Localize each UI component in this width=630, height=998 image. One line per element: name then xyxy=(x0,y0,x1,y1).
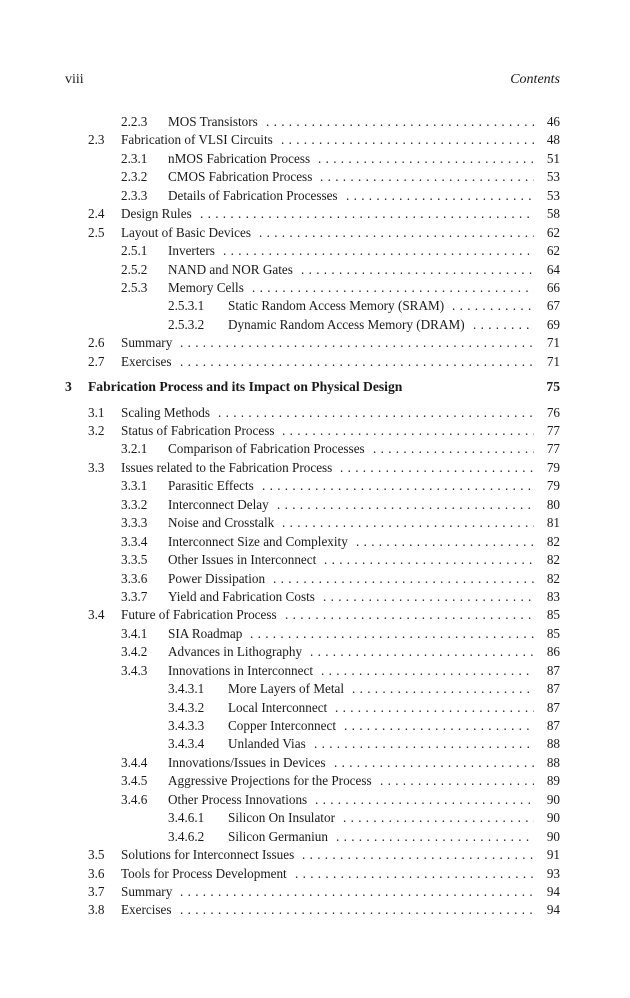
dot-leader xyxy=(315,791,534,809)
toc-entry-page: 91 xyxy=(546,847,560,863)
toc-entry[interactable] xyxy=(0,459,630,477)
toc-entry-title: Memory Cells xyxy=(168,279,244,295)
toc-entry-number: 3.4.3.4 xyxy=(168,736,205,752)
toc-entry-page: 87 xyxy=(546,699,560,715)
dot-leader xyxy=(295,865,534,883)
dot-leader xyxy=(334,754,534,772)
dot-leader xyxy=(344,717,534,735)
toc-entry-number: 3.7 xyxy=(88,883,105,899)
toc-entry[interactable] xyxy=(0,735,630,753)
toc-entry[interactable] xyxy=(0,477,630,495)
toc-entry-page: 75 xyxy=(546,379,560,395)
toc-entry-number: 2.2.3 xyxy=(121,114,148,129)
toc-entry-number: 3 xyxy=(65,379,72,395)
toc-entry-number: 3.4.3 xyxy=(121,662,148,678)
toc-entry-title: Details of Fabrication Processes xyxy=(168,187,338,203)
toc-entry[interactable] xyxy=(0,422,630,440)
toc-entry[interactable] xyxy=(0,113,630,131)
toc-entry-title: Tools for Process Development xyxy=(121,865,287,881)
toc-entry[interactable] xyxy=(0,643,630,661)
toc-entry-title: Layout of Basic Devices xyxy=(121,224,252,240)
dot-leader xyxy=(180,883,534,901)
dot-leader xyxy=(314,735,534,753)
toc-entry[interactable] xyxy=(0,242,630,260)
toc-entry-page: 77 xyxy=(546,423,560,438)
toc-entry-page: 89 xyxy=(546,773,560,789)
toc-entry-page: 67 xyxy=(546,298,560,314)
toc-entry-number: 2.5.3 xyxy=(121,279,148,295)
dot-leader xyxy=(346,187,534,205)
toc-entry[interactable] xyxy=(0,680,630,698)
toc-entry-page: 94 xyxy=(546,883,560,899)
toc-entry-page: 58 xyxy=(546,206,560,222)
toc-entry-title: Other Issues in Interconnect xyxy=(168,552,317,568)
dot-leader xyxy=(282,422,534,440)
toc-entry-page: 64 xyxy=(546,261,560,277)
toc-entry-title: Status of Fabrication Process xyxy=(121,423,275,438)
toc-entry-page: 82 xyxy=(546,552,560,568)
toc-entry-number: 2.5.2 xyxy=(121,261,148,277)
page-number-roman: viii xyxy=(65,72,84,87)
toc-entry-number: 3.3.7 xyxy=(121,588,148,604)
toc-entry[interactable] xyxy=(0,588,630,606)
toc-entry[interactable] xyxy=(0,717,630,735)
dot-leader xyxy=(473,316,534,334)
dot-leader xyxy=(250,625,534,643)
dot-leader xyxy=(266,113,534,131)
toc-entry-page: 46 xyxy=(546,114,560,129)
toc-entry-number: 3.5 xyxy=(88,847,105,863)
toc-entry[interactable] xyxy=(0,570,630,588)
toc-entry-number: 3.3.2 xyxy=(121,496,148,512)
toc-entry-page: 94 xyxy=(546,902,560,918)
toc-entry[interactable] xyxy=(0,316,630,334)
toc-entry-number: 3.6 xyxy=(88,865,105,881)
toc-entry-number: 3.2 xyxy=(88,423,105,438)
toc-entry-title: Static Random Access Memory (SRAM) xyxy=(228,298,445,314)
toc-entry-number: 2.5.3.2 xyxy=(168,316,205,332)
toc-entry-title: Inverters xyxy=(168,243,215,259)
dot-leader xyxy=(282,514,534,532)
toc-entry-title: Silicon Germaniun xyxy=(228,828,328,844)
toc-entry-title: Yield and Fabrication Costs xyxy=(168,588,315,604)
toc-entry[interactable] xyxy=(0,440,630,458)
toc-entry-title: Innovations in Interconnect xyxy=(168,662,314,678)
toc-entry-page: 93 xyxy=(546,865,560,881)
dot-leader xyxy=(218,404,534,422)
toc-entry-number: 2.5.3.1 xyxy=(168,298,205,314)
toc-entry-number: 2.3.3 xyxy=(121,187,148,203)
toc-entry[interactable] xyxy=(0,828,630,846)
toc-entry[interactable] xyxy=(0,353,630,371)
toc-entry-page: 53 xyxy=(546,169,560,185)
dot-leader xyxy=(324,551,534,569)
toc-entry-title: Unlanded Vias xyxy=(228,736,306,752)
toc-entry-page: 82 xyxy=(546,533,560,549)
toc-entry-number: 3.3.6 xyxy=(121,570,148,586)
toc-entry-page: 69 xyxy=(546,316,560,332)
toc-entry-number: 3.4 xyxy=(88,607,105,623)
toc-entry[interactable] xyxy=(0,662,630,680)
toc-entry-page: 79 xyxy=(546,459,560,475)
toc-entry-page: 51 xyxy=(546,150,560,166)
toc-entry-title: Other Process Innovations xyxy=(168,791,308,807)
toc-entry-page: 66 xyxy=(546,279,560,295)
toc-entry-title: Local Interconnect xyxy=(228,699,328,715)
toc-entry-number: 2.3.1 xyxy=(121,150,148,166)
toc-entry[interactable] xyxy=(0,297,630,315)
toc-chapter-entry[interactable] xyxy=(0,378,630,396)
toc-entry[interactable] xyxy=(0,187,630,205)
toc-entry-page: 62 xyxy=(546,243,560,259)
toc-entry-number: 3.2.1 xyxy=(121,441,148,457)
toc-entry[interactable] xyxy=(0,791,630,809)
toc-entry-number: 3.3.3 xyxy=(121,515,148,531)
toc-entry-title: Copper Interconnect xyxy=(228,718,337,733)
toc-entry-number: 2.5.1 xyxy=(121,243,148,259)
running-title: Contents xyxy=(510,72,560,87)
dot-leader xyxy=(200,205,534,223)
toc-entry-page: 87 xyxy=(546,718,560,733)
dot-leader xyxy=(180,334,534,352)
toc-entry-page: 71 xyxy=(546,353,560,369)
toc-entry-page: 48 xyxy=(546,132,560,148)
dot-leader xyxy=(252,279,534,297)
toc-entry-title: SIA Roadmap xyxy=(168,625,243,641)
toc-entry[interactable] xyxy=(0,809,630,827)
toc-entry-title: Interconnect Delay xyxy=(168,496,269,512)
toc-entry-number: 3.4.6.2 xyxy=(168,828,205,844)
toc-entry-page: 80 xyxy=(546,496,560,512)
toc-entry-page: 62 xyxy=(546,224,560,240)
toc-entry-number: 3.4.3.3 xyxy=(168,718,205,733)
toc-entry[interactable] xyxy=(0,754,630,772)
toc-entry-title: NAND and NOR Gates xyxy=(168,261,293,277)
toc-entry[interactable] xyxy=(0,514,630,532)
toc-entry-title: Power Dissipation xyxy=(168,570,266,586)
dot-leader xyxy=(262,477,534,495)
toc-entry-title: Aggressive Projections for the Process xyxy=(168,773,372,789)
dot-leader xyxy=(259,224,534,242)
toc-entry[interactable] xyxy=(0,150,630,168)
toc-entry-page: 76 xyxy=(546,404,560,420)
dot-leader xyxy=(343,809,534,827)
toc-entry-number: 3.4.6 xyxy=(121,791,148,807)
toc-entry[interactable] xyxy=(0,131,630,149)
dot-leader xyxy=(352,680,534,698)
toc-entry-page: 71 xyxy=(546,335,560,351)
table-of-contents xyxy=(0,113,630,920)
toc-entry-title: Advances in Lithography xyxy=(168,644,303,660)
toc-entry-title: nMOS Fabrication Process xyxy=(168,150,311,166)
dot-leader xyxy=(320,168,534,186)
toc-entry-page: 86 xyxy=(546,644,560,660)
dot-leader xyxy=(273,570,534,588)
toc-entry-title: Exercises xyxy=(121,902,172,918)
dot-leader xyxy=(323,588,534,606)
dot-leader xyxy=(281,131,534,149)
toc-entry-number: 2.7 xyxy=(88,353,105,369)
dot-leader xyxy=(180,353,534,371)
toc-entry-title: Innovations/Issues in Devices xyxy=(168,754,326,770)
toc-entry[interactable] xyxy=(0,625,630,643)
toc-entry-number: 3.4.5 xyxy=(121,773,148,789)
toc-entry-title: Future of Fabrication Process xyxy=(121,607,277,623)
toc-entry-number: 2.3.2 xyxy=(121,169,148,185)
toc-entry[interactable] xyxy=(0,865,630,883)
toc-entry-title: Solutions for Interconnect Issues xyxy=(121,847,295,863)
dot-leader xyxy=(356,533,534,551)
dot-leader xyxy=(380,772,534,790)
toc-entry-title: CMOS Fabrication Process xyxy=(168,169,313,185)
running-head xyxy=(65,72,560,90)
toc-entry-title: Interconnect Size and Complexity xyxy=(168,533,348,549)
toc-entry[interactable] xyxy=(0,551,630,569)
toc-entry-title: Scaling Methods xyxy=(121,404,211,420)
toc-entry-title: Dynamic Random Access Memory (DRAM) xyxy=(228,316,465,332)
toc-entry-number: 3.4.4 xyxy=(121,754,148,770)
toc-entry-title: Comparison of Fabrication Processes xyxy=(168,441,365,457)
toc-entry-title: Noise and Crosstalk xyxy=(168,515,275,531)
toc-entry-number: 3.4.3.1 xyxy=(168,681,205,697)
toc-entry-number: 3.4.6.1 xyxy=(168,810,205,826)
toc-entry[interactable] xyxy=(0,699,630,717)
dot-leader xyxy=(277,496,534,514)
toc-entry-page: 81 xyxy=(546,515,560,531)
toc-entry-page: 88 xyxy=(546,736,560,752)
toc-entry-number: 2.5 xyxy=(88,224,105,240)
toc-entry-page: 79 xyxy=(546,478,560,494)
toc-entry-number: 3.4.2 xyxy=(121,644,148,660)
toc-entry-page: 85 xyxy=(546,607,560,623)
dot-leader xyxy=(340,459,534,477)
toc-entry-page: 87 xyxy=(546,662,560,678)
toc-entry-page: 90 xyxy=(546,810,560,826)
toc-entry-title: Summary xyxy=(121,883,173,899)
toc-entry-page: 90 xyxy=(546,828,560,844)
dot-leader xyxy=(336,828,534,846)
toc-entry-page: 53 xyxy=(546,187,560,203)
dot-leader xyxy=(373,440,534,458)
toc-entry-number: 2.4 xyxy=(88,206,105,222)
toc-entry-number: 3.3.5 xyxy=(121,552,148,568)
toc-entry-page: 83 xyxy=(546,588,560,604)
toc-entry-title: Design Rules xyxy=(121,206,192,222)
toc-entry-title: Exercises xyxy=(121,353,172,369)
toc-entry-title: Issues related to the Fabrication Process xyxy=(121,459,333,475)
toc-entry[interactable] xyxy=(0,606,630,624)
toc-entry-page: 88 xyxy=(546,754,560,770)
toc-entry-number: 3.3 xyxy=(88,459,105,475)
dot-leader xyxy=(223,242,534,260)
dot-leader xyxy=(321,662,534,680)
toc-entry[interactable] xyxy=(0,772,630,790)
dot-leader xyxy=(335,699,534,717)
dot-leader xyxy=(452,297,534,315)
toc-entry-number: 3.3.1 xyxy=(121,478,148,494)
toc-entry-title: MOS Transistors xyxy=(168,114,258,129)
dot-leader xyxy=(301,261,534,279)
toc-entry[interactable] xyxy=(0,533,630,551)
toc-entry[interactable] xyxy=(0,883,630,901)
toc-entry-title: Fabrication of VLSI Circuits xyxy=(121,132,273,148)
toc-entry[interactable] xyxy=(0,279,630,297)
toc-entry-title: Silicon On Insulator xyxy=(228,810,335,826)
toc-entry[interactable] xyxy=(0,261,630,279)
dot-leader xyxy=(285,606,534,624)
dot-leader xyxy=(310,643,534,661)
toc-entry[interactable] xyxy=(0,205,630,223)
toc-entry-page: 85 xyxy=(546,625,560,641)
dot-leader xyxy=(180,901,534,919)
toc-entry-number: 3.1 xyxy=(88,404,105,420)
toc-entry-page: 90 xyxy=(546,791,560,807)
toc-entry[interactable] xyxy=(0,404,630,422)
toc-entry[interactable] xyxy=(0,496,630,514)
toc-entry[interactable] xyxy=(0,846,630,864)
toc-entry[interactable] xyxy=(0,224,630,242)
dot-leader xyxy=(302,846,534,864)
toc-entry-page: 82 xyxy=(546,570,560,586)
dot-leader xyxy=(318,150,534,168)
toc-entry-number: 3.8 xyxy=(88,902,105,918)
toc-entry-page: 77 xyxy=(546,441,560,457)
toc-entry-number: 3.3.4 xyxy=(121,533,148,549)
toc-entry-number: 2.6 xyxy=(88,335,105,351)
toc-entry-title: More Layers of Metal xyxy=(228,681,345,697)
toc-entry-title: Fabrication Process and its Impact on Physical Design xyxy=(88,379,403,395)
toc-entry[interactable] xyxy=(0,334,630,352)
toc-entry[interactable] xyxy=(0,901,630,919)
toc-entry-title: Summary xyxy=(121,335,173,351)
toc-entry-number: 3.4.3.2 xyxy=(168,699,205,715)
toc-entry-title: Parasitic Effects xyxy=(168,478,254,494)
toc-entry-number: 2.3 xyxy=(88,132,105,148)
toc-entry-number: 3.4.1 xyxy=(121,625,148,641)
toc-entry[interactable] xyxy=(0,168,630,186)
toc-entry-page: 87 xyxy=(546,681,560,697)
